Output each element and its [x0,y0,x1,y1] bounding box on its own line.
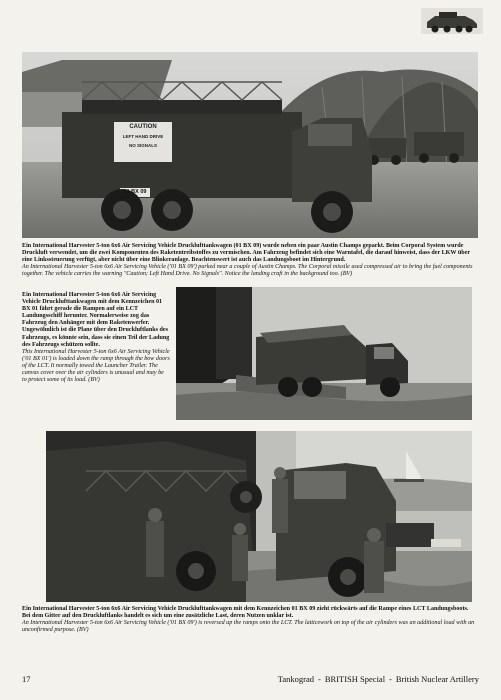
caution-sign-line-3: NO SIGNALS [128,143,157,148]
caption-3-english: An International Harvester 5-ton 6x6 Air Servicing Vehicle ('01 BX 09') is reversed up the ramps onto the LCT. The latticework on top of the air cylinders was an additional load with an unconfirmed purpose. (BV) [22,620,475,634]
caption-1-english: An International Harvester 5-ton 6x6 Air Servicing Vehicle ('01 BX 09') parked near a couple of Austin Champs. The Corporal missile used compressed air to bring the fuel components together. The vehicle carries the warning "Caution; Left Hand Drive. No Signals". Notice the landing craft in the background too. (BV) [22,264,473,278]
series-name: BRITISH Special [324,674,386,684]
photo-truck-on-ramp [176,287,472,420]
caption-2-german: Ein International Harvester 5-ton 6x6 Air Servicing Vehicle Drucklufttankwagen mit dem Kennzeichen 01 BX 01 fährt gerade die Rampen auf ein LCT Landungsschiff herunter. Normalerweise zog das Fahrzeug den Anhänger mit dem Raketenwerfer. Ungewöhnlich ist die Plane über den Druckluftlanks des Fahrzeugs, es könnte sein, dass sie einen Teil der Ladung des Fahrzeugs schützen sollte. [22,292,170,348]
footer-separator-2: - [389,674,392,684]
photo-truck-reversing-onto-lct [46,431,472,602]
photo-truck-parked [22,52,478,238]
caution-sign-line-1: CAUTION [129,124,157,130]
footer-separator-1: - [318,674,321,684]
caption-2-english: This International Harvester 5-ton 6x6 Air Servicing Vehicle ('01 BX 01') is loaded down the ramp through the bow doors of the LCT. It normally towed the Launcher Trailer. The canvas cover over the air cylinders is unusual and may be to protect some of its load. (BV) [22,348,170,384]
page-footer [22,674,479,684]
caption-photo-2 [22,292,170,384]
caption-photo-3 [22,606,478,634]
caution-sign-line-2: LEFT HAND DRIVE [122,134,164,139]
caution-sign-text [114,123,172,150]
publisher-name: Tankograd [277,674,315,684]
caption-1-german: Ein International Harvester 5-ton 6x6 Air Servicing Vehicle Drucklufttankwagen (01 BX 09) wurde neben ein paar Austin Champs geparkt. Beim Corporal System wurde Druckluft verwendet, um die zwei Komponenten des Raketentreibstoffes zu vermischen. Am Fahrzeug befindet sich eine Warntafel, die darauf hinweist, dass der LKW über eine Linkssteuerung verfügt, aber nicht über eine Blinkeranlage. Beachtenswert ist auch das Landungsboot im Hintergrund. [22,243,470,264]
caption-photo-1 [22,243,478,278]
page-number: 17 [22,674,31,684]
caption-3-german: Ein International Harvester 5-ton 6x6 Air Servicing Vehicle Drucklufttankwagen mit dem Kennzeichen 01 BX 09 zieht rückwärts auf die Rampe eines LCT Landungsboots. Bei dem Gitter auf den Druckluftlanks handelt es sich um eine zusätzliche Last, deren Nutzen unklar ist. [22,606,469,620]
publication-title: British Nuclear Artillery [395,674,479,684]
publication-line [278,674,479,684]
truck-plate: 01 BX 09 [123,189,147,195]
corner-vehicle-logo [421,8,483,34]
